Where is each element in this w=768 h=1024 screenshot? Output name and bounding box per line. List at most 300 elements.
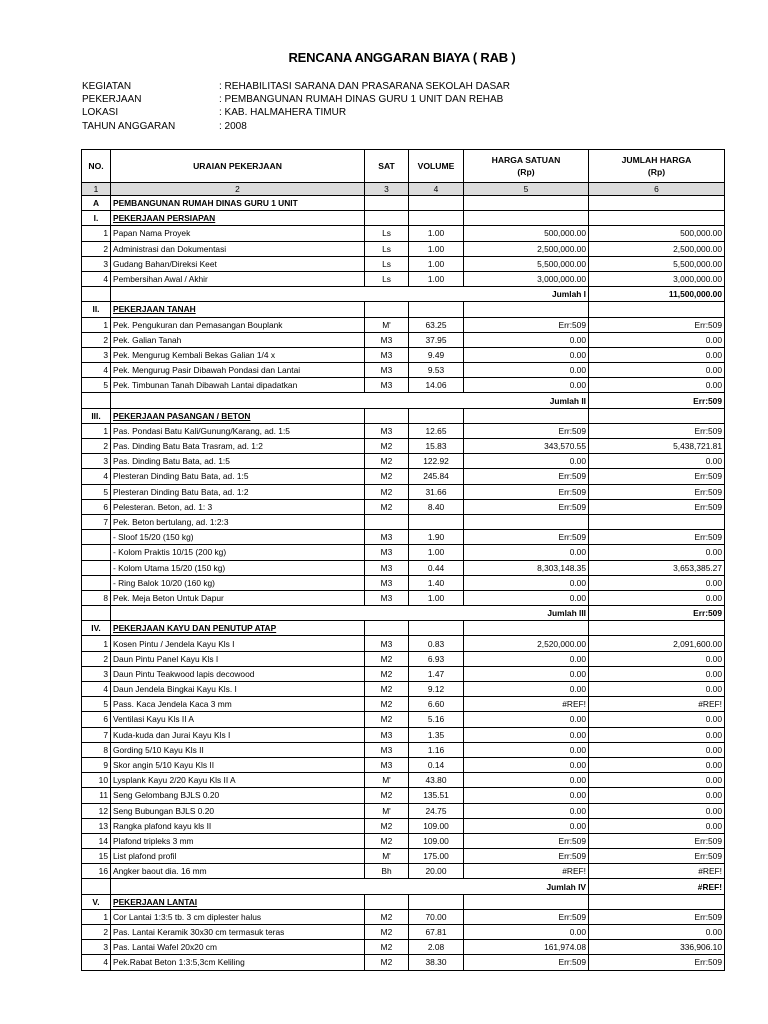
row-number: V.: [82, 894, 111, 909]
item-total: 0.00: [589, 788, 725, 803]
row-unit: [365, 621, 409, 636]
item-description: Pek. Meja Beton Untuk Dapur: [111, 590, 365, 605]
item-volume: 67.81: [409, 925, 464, 940]
subtotal-row: [82, 287, 725, 302]
row-unit-price: [464, 196, 589, 211]
row-volume: [409, 408, 464, 423]
section-row: [82, 894, 725, 909]
item-volume: 14.06: [409, 378, 464, 393]
item-unit: M2: [365, 651, 409, 666]
item-row: [82, 499, 725, 514]
item-unit-price: 0.00: [464, 332, 589, 347]
item-unit-price: 0.00: [464, 818, 589, 833]
row-unit-price: [464, 408, 589, 423]
item-unit: M2: [365, 682, 409, 697]
item-unit: M2: [365, 909, 409, 924]
item-unit-price: 2,500,000.00: [464, 241, 589, 256]
item-unit-price: #REF!: [464, 864, 589, 879]
item-unit-price: 0.00: [464, 742, 589, 757]
item-total: 0.00: [589, 651, 725, 666]
subtotal-spacer: [111, 606, 464, 621]
item-unit: M2: [365, 454, 409, 469]
item-total: Err:509: [589, 530, 725, 545]
item-row: [82, 484, 725, 499]
subtotal-spacer: [111, 393, 464, 408]
section-title: PEKERJAAN LANTAI: [111, 894, 365, 909]
item-volume: 6.60: [409, 697, 464, 712]
item-total: 0.00: [589, 378, 725, 393]
subtotal-value: #REF!: [589, 879, 725, 894]
header-no: NO.: [82, 150, 111, 183]
item-unit-price: Err:509: [464, 499, 589, 514]
section-title: PEKERJAAN PASANGAN / BETON: [111, 408, 365, 423]
item-volume: 9.53: [409, 363, 464, 378]
item-total: Err:509: [589, 909, 725, 924]
item-volume: 37.95: [409, 332, 464, 347]
item-row: [82, 712, 725, 727]
item-row: [82, 256, 725, 271]
header-jumlah-harga: [589, 150, 725, 183]
row-number: 9: [82, 757, 111, 772]
item-unit-price: 0.00: [464, 590, 589, 605]
row-number: II.: [82, 302, 111, 317]
item-total: 0.00: [589, 363, 725, 378]
document-title: RENCANA ANGGARAN BIAYA ( RAB ): [288, 50, 516, 65]
row-number: I.: [82, 211, 111, 226]
row-unit: [365, 894, 409, 909]
item-volume: 6.93: [409, 651, 464, 666]
item-unit-price: 343,570.55: [464, 439, 589, 454]
column-number: 2: [111, 183, 365, 196]
row-number: A: [82, 196, 111, 211]
section-title: PEKERJAAN TANAH: [111, 302, 365, 317]
item-unit: M3: [365, 757, 409, 772]
item-description: Pek. Galian Tanah: [111, 332, 365, 347]
item-volume: 9.49: [409, 347, 464, 362]
row-number: 14: [82, 833, 111, 848]
item-unit: M3: [365, 575, 409, 590]
item-volume: 1.00: [409, 241, 464, 256]
item-description: Daun Pintu Teakwood lapis decowood: [111, 666, 365, 681]
row-number: [82, 287, 111, 302]
item-total: Err:509: [589, 955, 725, 970]
item-volume: 31.66: [409, 484, 464, 499]
item-total: 5,500,000.00: [589, 256, 725, 271]
item-unit-price: 161,974.08: [464, 940, 589, 955]
item-description: - Sloof 15/20 (150 kg): [111, 530, 365, 545]
row-volume: [409, 211, 464, 226]
item-total: 0.00: [589, 590, 725, 605]
header-harga-satuan: [464, 150, 589, 183]
item-unit-price: 0.00: [464, 666, 589, 681]
item-row: [82, 636, 725, 651]
item-description: Plesteran Dinding Batu Bata, ad. 1:5: [111, 469, 365, 484]
item-unit: Ls: [365, 256, 409, 271]
item-description: Kosen Pintu / Jendela Kayu Kls I: [111, 636, 365, 651]
item-volume: 1.90: [409, 530, 464, 545]
item-description: Pembersihan Awal / Akhir: [111, 271, 365, 286]
row-number: [82, 575, 111, 590]
item-unit-price: 0.00: [464, 454, 589, 469]
item-volume: 122.92: [409, 454, 464, 469]
item-description: - Ring Balok 10/20 (160 kg): [111, 575, 365, 590]
subtotal-value: Err:509: [589, 393, 725, 408]
item-unit-price: 0.00: [464, 788, 589, 803]
row-number: 6: [82, 499, 111, 514]
item-unit-price: 0.00: [464, 651, 589, 666]
info-value: : 2008: [219, 121, 247, 132]
row-number: 12: [82, 803, 111, 818]
item-total: Err:509: [589, 423, 725, 438]
item-description: Kuda-kuda dan Jurai Kayu Kls I: [111, 727, 365, 742]
item-description: Rangka plafond kayu kls II: [111, 818, 365, 833]
row-number: 3: [82, 666, 111, 681]
item-description: - Kolom Utama 15/20 (150 kg): [111, 560, 365, 575]
item-volume: 2.08: [409, 940, 464, 955]
item-total: 3,000,000.00: [589, 271, 725, 286]
row-number: 1: [82, 317, 111, 332]
item-total: 0.00: [589, 773, 725, 788]
row-number: 3: [82, 454, 111, 469]
item-total: 0.00: [589, 803, 725, 818]
item-total: 336,906.10: [589, 940, 725, 955]
row-number: 2: [82, 241, 111, 256]
row-unit: [365, 302, 409, 317]
item-description: Ventilasi Kayu Kls II A: [111, 712, 365, 727]
column-number: 1: [82, 183, 111, 196]
item-unit: M': [365, 803, 409, 818]
item-total: 0.00: [589, 712, 725, 727]
header-sat: SAT: [365, 150, 409, 183]
item-row: [82, 682, 725, 697]
item-total: Err:509: [589, 833, 725, 848]
item-volume: [409, 514, 464, 529]
row-number: 10: [82, 773, 111, 788]
row-unit-price: [464, 302, 589, 317]
item-total: Err:509: [589, 317, 725, 332]
item-volume: 1.47: [409, 666, 464, 681]
subtotal-label: Jumlah II: [464, 393, 589, 408]
item-unit: M2: [365, 439, 409, 454]
item-row: [82, 666, 725, 681]
item-unit-price: 0.00: [464, 757, 589, 772]
item-row: [82, 803, 725, 818]
item-unit-price: 0.00: [464, 545, 589, 560]
item-unit-price: 8,303,148.35: [464, 560, 589, 575]
item-volume: 109.00: [409, 833, 464, 848]
header-jumlah-harga-unit: (Rp): [647, 167, 666, 177]
item-total: 0.00: [589, 925, 725, 940]
row-number: [82, 530, 111, 545]
row-volume: [409, 196, 464, 211]
header-harga-satuan-label: HARGA SATUAN: [491, 155, 561, 165]
row-number: 15: [82, 849, 111, 864]
item-volume: 70.00: [409, 909, 464, 924]
item-row: [82, 909, 725, 924]
row-number: 1: [82, 226, 111, 241]
subtotal-value: Err:509: [589, 606, 725, 621]
item-unit: M2: [365, 833, 409, 848]
item-description: Pek. Mengurug Pasir Dibawah Pondasi dan Lantai: [111, 363, 365, 378]
item-description: Pas. Lantai Wafel 20x20 cm: [111, 940, 365, 955]
item-unit: Ls: [365, 226, 409, 241]
row-unit: [365, 211, 409, 226]
item-unit: M2: [365, 712, 409, 727]
row-unit-price: [464, 211, 589, 226]
row-number: 4: [82, 363, 111, 378]
item-total: 0.00: [589, 818, 725, 833]
item-total: Err:509: [589, 849, 725, 864]
item-row: [82, 788, 725, 803]
row-number: 5: [82, 697, 111, 712]
item-description: Daun Jendela Bingkai Kayu Kls. I: [111, 682, 365, 697]
item-description: Skor angin 5/10 Kayu Kls II: [111, 757, 365, 772]
item-unit-price: Err:509: [464, 909, 589, 924]
item-unit: M2: [365, 940, 409, 955]
item-unit: [365, 514, 409, 529]
item-row: [82, 363, 725, 378]
item-unit: M3: [365, 742, 409, 757]
header-volume: VOLUME: [409, 150, 464, 183]
item-unit: Ls: [365, 271, 409, 286]
item-unit: M3: [365, 636, 409, 651]
row-number: 5: [82, 378, 111, 393]
item-unit-price: 0.00: [464, 682, 589, 697]
item-volume: 1.00: [409, 226, 464, 241]
item-unit-price: #REF!: [464, 697, 589, 712]
item-row: [82, 818, 725, 833]
item-row: [82, 773, 725, 788]
item-unit: M2: [365, 788, 409, 803]
item-description: List plafond profil: [111, 849, 365, 864]
item-unit: M3: [365, 727, 409, 742]
item-volume: 63.25: [409, 317, 464, 332]
row-total: [589, 196, 725, 211]
item-row: [82, 757, 725, 772]
info-value: : KAB. HALMAHERA TIMUR: [219, 107, 347, 118]
item-total: 0.00: [589, 545, 725, 560]
section-row: [82, 302, 725, 317]
item-unit: Ls: [365, 241, 409, 256]
item-unit-price: 0.00: [464, 727, 589, 742]
item-unit: M3: [365, 378, 409, 393]
row-unit-price: [464, 621, 589, 636]
row-total: [589, 621, 725, 636]
item-total: 0.00: [589, 575, 725, 590]
item-description: Administrasi dan Dokumentasi: [111, 241, 365, 256]
column-number: 5: [464, 183, 589, 196]
item-unit: M3: [365, 347, 409, 362]
section-title: PEKERJAAN KAYU DAN PENUTUP ATAP: [111, 621, 365, 636]
subtotal-label: Jumlah III: [464, 606, 589, 621]
column-number: 6: [589, 183, 725, 196]
item-volume: 0.83: [409, 636, 464, 651]
item-unit-price: Err:509: [464, 469, 589, 484]
subtotal-spacer: [111, 879, 464, 894]
item-total: 3,653,385.27: [589, 560, 725, 575]
item-description: Gudang Bahan/Direksi Keet: [111, 256, 365, 271]
item-unit-price: Err:509: [464, 423, 589, 438]
item-description: Pek. Beton bertulang, ad. 1:2:3: [111, 514, 365, 529]
row-number: III.: [82, 408, 111, 423]
item-row: [82, 514, 725, 529]
info-label: PEKERJAAN: [82, 94, 142, 105]
item-volume: 1.00: [409, 590, 464, 605]
item-total: 5,438,721.81: [589, 439, 725, 454]
row-number: 1: [82, 636, 111, 651]
item-volume: 135.51: [409, 788, 464, 803]
item-volume: 1.00: [409, 256, 464, 271]
subtotal-label: Jumlah I: [464, 287, 589, 302]
item-description: Cor Lantai 1:3:5 tb. 3 cm diplester halus: [111, 909, 365, 924]
item-total: Err:509: [589, 499, 725, 514]
item-unit-price: 0.00: [464, 773, 589, 788]
row-number: 4: [82, 682, 111, 697]
row-number: 8: [82, 590, 111, 605]
item-description: Pek. Timbunan Tanah Dibawah Lantai dipadatkan: [111, 378, 365, 393]
item-row: [82, 439, 725, 454]
item-unit-price: [464, 514, 589, 529]
item-row: [82, 545, 725, 560]
item-total: 0.00: [589, 742, 725, 757]
item-row: [82, 560, 725, 575]
item-volume: 0.14: [409, 757, 464, 772]
item-row: [82, 226, 725, 241]
item-total: 0.00: [589, 347, 725, 362]
table-body: [82, 196, 725, 971]
item-unit: M2: [365, 925, 409, 940]
item-description: Pas. Dinding Batu Bata, ad. 1:5: [111, 454, 365, 469]
item-volume: 245.84: [409, 469, 464, 484]
item-unit-price: 0.00: [464, 378, 589, 393]
row-number: 7: [82, 514, 111, 529]
row-number: 3: [82, 347, 111, 362]
item-row: [82, 575, 725, 590]
item-total: 2,091,600.00: [589, 636, 725, 651]
item-unit: M2: [365, 697, 409, 712]
item-unit-price: 2,520,000.00: [464, 636, 589, 651]
row-number: [82, 606, 111, 621]
item-description: Daun Pintu Panel Kayu Kls I: [111, 651, 365, 666]
item-row: [82, 271, 725, 286]
item-unit: M3: [365, 560, 409, 575]
item-description: Angker baout dia. 16 mm: [111, 864, 365, 879]
item-description: Pas. Lantai Keramik 30x30 cm termasuk teras: [111, 925, 365, 940]
item-description: Pek.Rabat Beton 1:3:5,3cm Keliling: [111, 955, 365, 970]
item-total: Err:509: [589, 469, 725, 484]
row-number: 3: [82, 256, 111, 271]
row-number: 2: [82, 332, 111, 347]
row-number: 5: [82, 484, 111, 499]
item-description: Lysplank Kayu 2/20 Kayu Kls II A: [111, 773, 365, 788]
item-volume: 1.16: [409, 742, 464, 757]
item-description: Plesteran Dinding Batu Bata, ad. 1:2: [111, 484, 365, 499]
item-total: 0.00: [589, 757, 725, 772]
item-description: Plafond tripleks 3 mm: [111, 833, 365, 848]
item-unit-price: Err:509: [464, 955, 589, 970]
item-row: [82, 955, 725, 970]
column-number: 3: [365, 183, 409, 196]
item-unit: M': [365, 317, 409, 332]
subtotal-spacer: [111, 287, 464, 302]
item-description: Seng Gelombang BJLS 0.20: [111, 788, 365, 803]
item-row: [82, 469, 725, 484]
item-unit: M3: [365, 332, 409, 347]
row-number: 4: [82, 955, 111, 970]
subtotal-row: [82, 393, 725, 408]
item-volume: 15.83: [409, 439, 464, 454]
row-volume: [409, 894, 464, 909]
row-number: [82, 545, 111, 560]
item-volume: 9.12: [409, 682, 464, 697]
item-unit: M3: [365, 423, 409, 438]
row-number: IV.: [82, 621, 111, 636]
header-harga-satuan-unit: (Rp): [517, 167, 535, 177]
item-volume: 109.00: [409, 818, 464, 833]
row-number: 3: [82, 940, 111, 955]
row-number: [82, 879, 111, 894]
item-unit-price: 500,000.00: [464, 226, 589, 241]
group-row: [82, 196, 725, 211]
item-volume: 5.16: [409, 712, 464, 727]
row-unit: [365, 408, 409, 423]
row-number: 6: [82, 712, 111, 727]
section-row: [82, 408, 725, 423]
item-unit: M': [365, 849, 409, 864]
item-row: [82, 530, 725, 545]
item-unit-price: Err:509: [464, 317, 589, 332]
item-row: [82, 241, 725, 256]
item-row: [82, 651, 725, 666]
row-total: [589, 302, 725, 317]
item-unit: M2: [365, 666, 409, 681]
item-description: Pelesteran. Beton, ad. 1: 3: [111, 499, 365, 514]
item-total: [589, 514, 725, 529]
item-total: 0.00: [589, 454, 725, 469]
info-label: TAHUN ANGGARAN: [82, 121, 176, 132]
item-description: Pek. Mengurug Kembali Bekas Galian 1/4 x: [111, 347, 365, 362]
item-volume: 24.75: [409, 803, 464, 818]
row-number: 1: [82, 423, 111, 438]
item-unit-price: 0.00: [464, 575, 589, 590]
header-jumlah-harga-label: JUMLAH HARGA: [621, 155, 692, 165]
info-value: : PEMBANGUNAN RUMAH DINAS GURU 1 UNIT DAN REHAB: [219, 94, 504, 105]
item-unit-price: Err:509: [464, 530, 589, 545]
section-title: PEKERJAAN PERSIAPAN: [111, 211, 365, 226]
item-volume: 1.40: [409, 575, 464, 590]
subtotal-row: [82, 606, 725, 621]
item-unit: M2: [365, 484, 409, 499]
info-label: KEGIATAN: [82, 81, 132, 92]
item-unit: M3: [365, 530, 409, 545]
row-number: 11: [82, 788, 111, 803]
info-value: : REHABILITASI SARANA DAN PRASARANA SEKOLAH DASAR: [219, 81, 511, 92]
item-total: 0.00: [589, 666, 725, 681]
item-total: 500,000.00: [589, 226, 725, 241]
item-description: Papan Nama Proyek: [111, 226, 365, 241]
row-unit-price: [464, 894, 589, 909]
subtotal-row: [82, 879, 725, 894]
item-unit: Bh: [365, 864, 409, 879]
item-row: [82, 454, 725, 469]
item-description: - Kolom Praktis 10/15 (200 kg): [111, 545, 365, 560]
item-unit: M2: [365, 469, 409, 484]
info-label: LOKASI: [82, 107, 119, 118]
row-number: 13: [82, 818, 111, 833]
rab-table: [81, 149, 725, 971]
item-volume: 175.00: [409, 849, 464, 864]
item-total: 0.00: [589, 682, 725, 697]
